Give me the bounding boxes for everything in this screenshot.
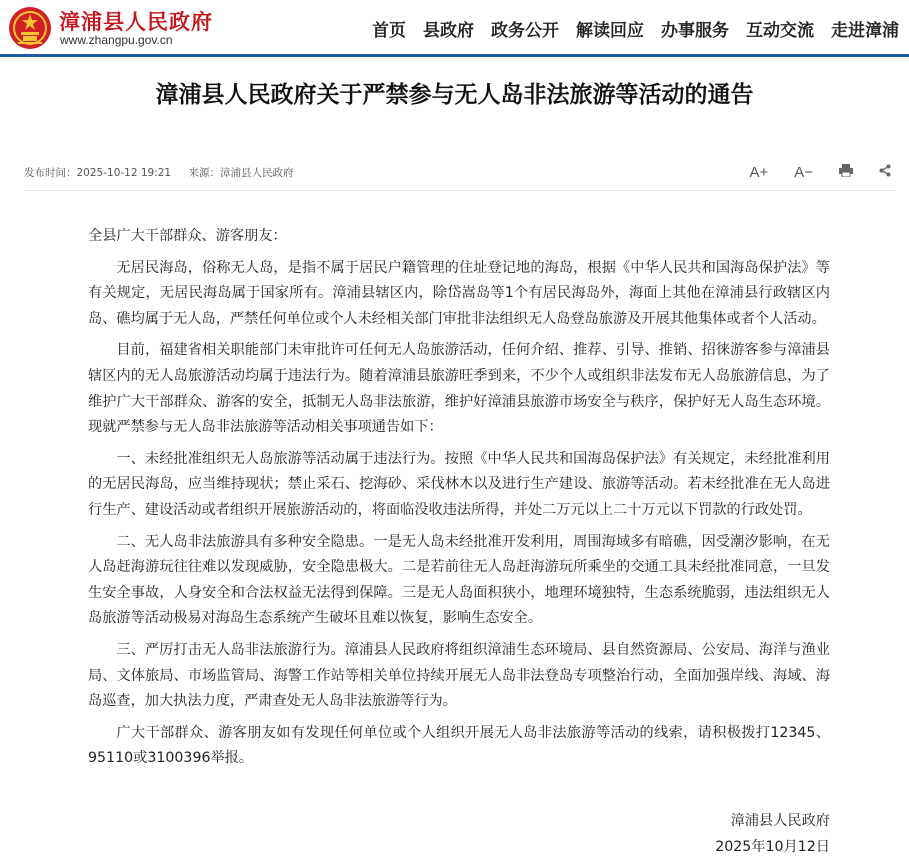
nav-item-about-zhangpu[interactable]: 走进漳浦: [831, 21, 899, 41]
nav-item-county-government[interactable]: 县政府: [423, 21, 474, 41]
share-button[interactable]: [879, 164, 891, 181]
salutation: 全县广大干部群众、游客朋友：: [88, 228, 287, 244]
article-tools: [723, 164, 891, 181]
site-name[interactable]: 漳浦县人民政府: [59, 9, 213, 34]
main-nav: [355, 16, 899, 41]
header-divider: [0, 54, 909, 57]
paragraph-item-1: 一、未经批准组织无人岛旅游等活动属于违法行为。按照《中华人民共和国海岛保护法》有关规定，未经批准利用的无居民海岛，应当维持现状；禁止采石、挖海砂、采伐林木以及进行生产建设、旅游等活动。若未经批准在无人岛进行生产、建设活动或者组织开展旅游活动的，将面临没收违法所得，并处二万元以上二十万元以下罚款的行政处罚。: [88, 450, 830, 518]
site-header: [0, 0, 909, 56]
signature: 漳浦县人民政府: [730, 813, 830, 829]
nav-item-interpretation[interactable]: 解读回应: [576, 21, 644, 41]
nav-item-interaction[interactable]: 互动交流: [746, 21, 814, 41]
nav-item-government-affairs[interactable]: 政务公开: [491, 21, 559, 41]
national-emblem-icon: [8, 6, 52, 50]
paragraph-report: 广大干部群众、游客朋友如有发现任何单位或个人组织开展无人岛非法旅游等活动的线索，请积极拨打12345、95110或3100396举报。: [88, 724, 830, 767]
article-meta: [24, 165, 307, 180]
article-date: 2025年10月12日: [715, 839, 830, 855]
share-icon: [879, 164, 891, 177]
nav-item-home[interactable]: 首页: [372, 21, 406, 41]
paragraph-background: 目前，福建省相关职能部门未审批许可任何无人岛旅游活动，任何介绍、推荐、引导、推销、招徕游客参与漳浦县辖区内的无人岛旅游活动均属于违法行为。随着漳浦县旅游旺季到来，不少个人或组织非法发布无人岛旅游信息，为了维护广大干部群众、游客的安全，抵制无人岛非法旅游，维护好漳浦县旅游市场安全与秩序，保护好无人岛生态环境。现就严禁参与无人岛非法旅游等活动相关事项通告如下：: [88, 342, 830, 436]
font-increase-button[interactable]: A+: [749, 164, 769, 181]
article-title: 漳浦县人民政府关于严禁参与无人岛非法旅游等活动的通告: [155, 82, 754, 108]
article-body: [88, 224, 830, 778]
print-icon: [839, 164, 853, 177]
meta-divider: [24, 190, 895, 191]
font-decrease-button[interactable]: A−: [794, 164, 813, 181]
article-source: 来源：漳浦县人民政府: [188, 167, 294, 179]
print-button[interactable]: [839, 164, 853, 181]
paragraph-intro: 无居民海岛，俗称无人岛，是指不属于居民户籍管理的住址登记地的海岛，根据《中华人民共和国海岛保护法》等有关规定，无居民海岛属于国家所有。漳浦县辖区内，除岱嵩岛等1个有居民海岛外，海面上其他在漳浦县行政辖区内岛、礁均属于无人岛，严禁任何单位或个人未经相关部门审批非法组织无人岛登岛旅游及开展其他集体或者个人活动。: [88, 259, 830, 327]
nav-item-services[interactable]: 办事服务: [661, 21, 729, 41]
paragraph-item-2: 二、无人岛非法旅游具有多种安全隐患。一是无人岛未经批准开发利用，周围海域多有暗礁，因受潮汐影响，在无人岛赶海游玩往往难以发现威胁，安全隐患极大。二是若前往无人岛赶海游玩所乘坐的交通工具未经批准同意，一旦发生安全事故，人身安全和合法权益无法得到保障。三是无人岛面积狭小，地理环境独特，生态系统脆弱，违法组织无人岛旅游等活动极易对海岛生态系统产生破坏且难以恢复，影响生态安全。: [88, 533, 830, 627]
publish-time: 发布时间：2025-10-12 19:21: [24, 167, 172, 179]
site-url[interactable]: www.zhangpu.gov.cn: [60, 33, 173, 47]
paragraph-item-3: 三、严厉打击无人岛非法旅游行为。漳浦县人民政府将组织漳浦生态环境局、县自然资源局、公安局、海洋与渔业局、文体旅局、市场监管局、海警工作站等相关单位持续开展无人岛非法登岛专项整治行动，全面加强岸线、海域、海岛巡查，加大执法力度，严肃查处无人岛非法旅游等行为。: [88, 641, 830, 710]
